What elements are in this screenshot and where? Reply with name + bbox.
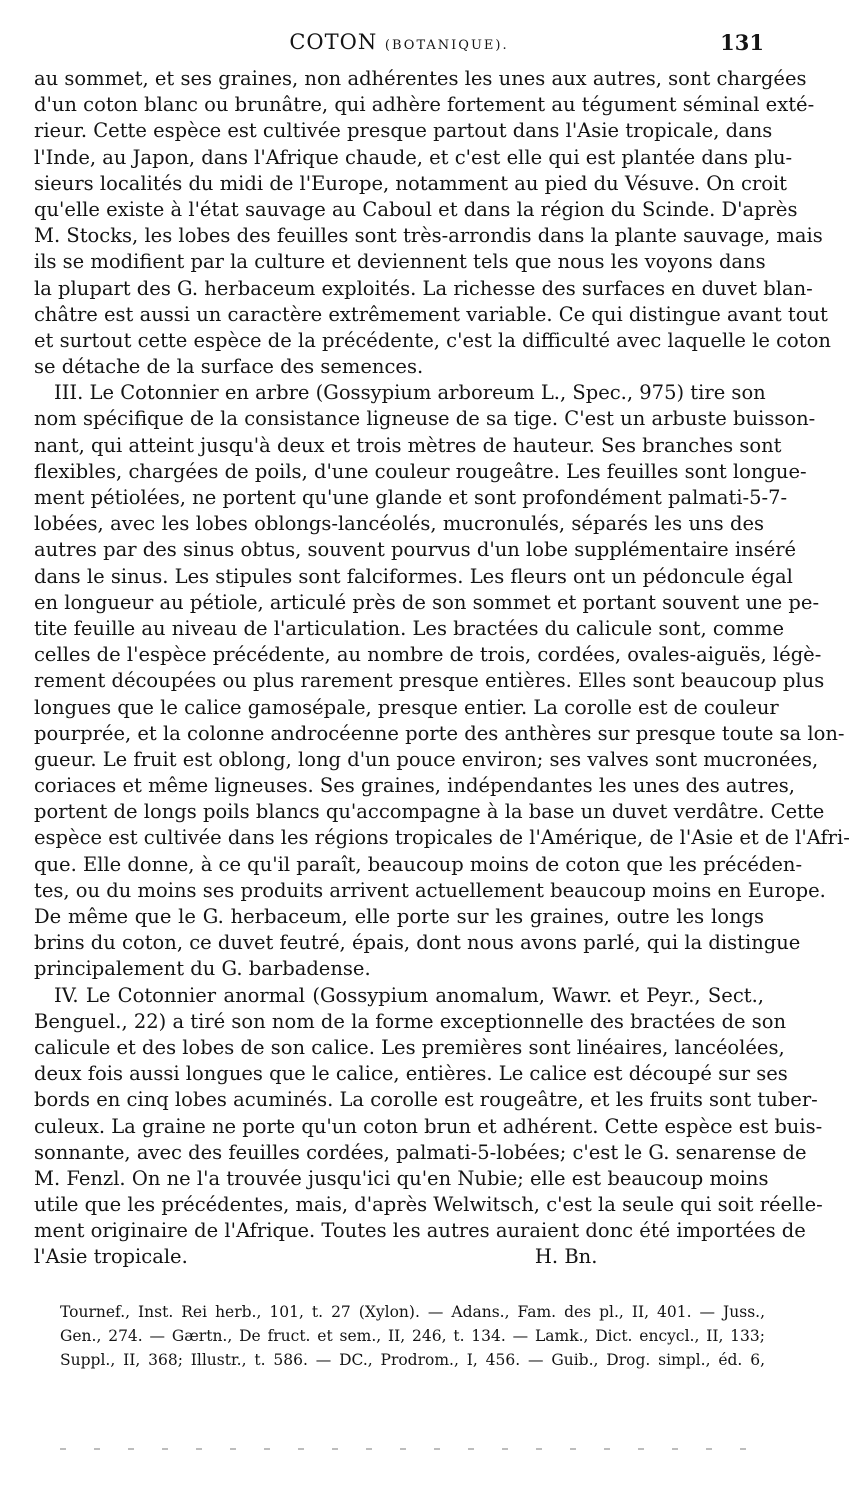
reference-line: Tournef., Inst. Rei herb., 101, t. 27 (Xylon). — Adans., Fam. des pl., II, 401. — Juss., xyxy=(60,1303,765,1321)
body-text xyxy=(34,66,850,1271)
text-line: qu'elle existe à l'état sauvage au Caboul et dans la région du Scinde. D'après xyxy=(34,197,798,221)
section-IV-start: IV. Le Cotonnier anormal (Gossypium anomalum, Wawr. et Peyr., Sect., xyxy=(54,983,764,1007)
bibliographic-references xyxy=(60,1300,765,1372)
text-line: dans le sinus. Les stipules sont falciformes. Les fleurs ont un pédoncule égal xyxy=(34,564,793,588)
text-line: autres par des sinus obtus, souvent pourvus d'un lobe supplémentaire inséré xyxy=(34,538,797,562)
text-line: et surtout cette espèce de la précédente, c'est la difficulté avec laquelle le coton xyxy=(34,328,831,352)
text-line: lobées, avec les lobes oblongs-lancéolés, mucronulés, séparés les uns des xyxy=(34,512,764,536)
text-line-signed: l'Asie tropicale. H. Bn. xyxy=(34,1245,598,1269)
text-line: portent de longs poils blancs qu'accompagne à la base un duvet verdâtre. Cette xyxy=(34,800,825,824)
text-line: la plupart des G. herbaceum exploités. La richesse des surfaces en duvet blan- xyxy=(34,276,813,300)
text-line: M. Stocks, les lobes des feuilles sont très-arrondis dans la plante sauvage, mais xyxy=(34,224,823,248)
text-line: nant, qui atteint jusqu'à deux et trois mètres de hauteur. Ses branches sont xyxy=(34,433,782,457)
text-line: deux fois aussi longues que le calice, entières. Le calice est découpé sur ses xyxy=(34,1062,788,1086)
text-line: culeux. La graine ne porte qu'un coton brun et adhérent. Cette espèce est buis- xyxy=(34,1114,823,1138)
text-line: au sommet, et ses graines, non adhérentes les unes aux autres, sont chargées xyxy=(34,67,807,90)
text-line: ils se modifient par la culture et deviennent tels que nous les voyons dans xyxy=(34,250,766,274)
text-line: l'Inde, au Japon, dans l'Afrique chaude, et c'est elle qui est plantée dans plu- xyxy=(34,145,793,169)
text-line: utile que les précédentes, mais, d'après Welwitsch, c'est la seule qui soit réelle- xyxy=(34,1193,823,1217)
text-line: espèce est cultivée dans les régions tropicales de l'Amérique, de l'Asie et de l'Afri- xyxy=(34,826,850,850)
reference-line: Suppl., II, 368; Illustr., t. 586. — DC., Prodrom., I, 456. — Guib., Drog. simpl., éd. 6, xyxy=(60,1351,765,1369)
text-line: tes, ou du moins ses produits arrivent actuellement beaucoup moins en Europe. xyxy=(34,878,826,902)
text-line: d'un coton blanc ou brunâtre, qui adhère fortement au tégument séminal exté- xyxy=(34,93,815,117)
text-line: nom spécifique de la consistance ligneuse de sa tige. C'est un arbuste buisson- xyxy=(34,407,816,431)
text-line: bords en cinq lobes acuminés. La corolle est rougeâtre, et les fruits sont tuber- xyxy=(34,1088,818,1112)
running-title-main: COTON xyxy=(289,30,385,54)
text-line: longues que le calice gamosépale, presque entier. La corolle est de couleur xyxy=(34,695,779,719)
text-line: celles de l'espèce précédente, au nombre de trois, cordées, ovales-aiguës, légè- xyxy=(34,643,822,667)
text-line: Benguel., 22) a tiré son nom de la forme exceptionnelle des bractées de son xyxy=(34,1009,787,1033)
bleed-through-artifact xyxy=(60,1448,760,1450)
text-line: brins du coton, ce duvet feutré, épais, dont nous avons parlé, qui la distingue xyxy=(34,931,801,955)
text-line: en longueur au pétiole, articulé près de son sommet et portant souvent une pe- xyxy=(34,590,820,614)
text-line: tite feuille au niveau de l'articulation. Les bractées du calicule sont, comme xyxy=(34,616,785,640)
text-line: châtre est aussi un caractère extrêmement variable. Ce qui distingue avant tout xyxy=(34,302,828,326)
text-line: De même que le G. herbaceum, elle porte sur les graines, outre les longs xyxy=(34,905,764,928)
page-number: 131 xyxy=(720,30,764,55)
text-line: flexibles, chargées de poils, d'une couleur rougeâtre. Les feuilles sont longue- xyxy=(34,459,807,483)
running-title-small-caps: (BOTANIQUE). xyxy=(384,38,509,53)
page-header xyxy=(34,30,764,60)
text-line: que. Elle donne, à ce qu'il paraît, beaucoup moins de coton que les précéden- xyxy=(34,852,803,876)
text-line: sonnante, avec des feuilles cordées, palmati-5-lobées; c'est le G. senarense de xyxy=(34,1140,807,1164)
running-title xyxy=(34,30,764,54)
reference-line: Gen., 274. — Gærtn., De fruct. et sem., II, 246, t. 134. — Lamk., Dict. encycl., II, 133; xyxy=(60,1327,765,1345)
text-line: sieurs localités du midi de l'Europe, notamment au pied du Vésuve. On croit xyxy=(34,171,788,195)
text-line: coriaces et même ligneuses. Ses graines, indépendantes les unes des autres, xyxy=(34,774,795,798)
text-line: M. Fenzl. On ne l'a trouvée jusqu'ici qu'en Nubie; elle est beaucoup moins xyxy=(34,1166,769,1190)
text-line: calicule et des lobes de son calice. Les premières sont linéaires, lancéolées, xyxy=(34,1035,785,1059)
text-line: gueur. Le fruit est oblong, long d'un pouce environ; ses valves sont mucronées, xyxy=(34,747,819,771)
text-line: rement découpées ou plus rarement presque entières. Elles sont beaucoup plus xyxy=(34,669,825,693)
text-line: ment pétiolées, ne portent qu'une glande et sont profondément palmati-5-7- xyxy=(34,486,788,509)
text-line: principalement du G. barbadense. xyxy=(34,957,371,981)
text-line: pourprée, et la colonne androcéenne porte des anthères sur presque toute sa lon- xyxy=(34,721,845,745)
text-line: se détache de la surface des semences. xyxy=(34,355,424,379)
text-line: ment originaire de l'Afrique. Toutes les autres auraient donc été importées de xyxy=(34,1219,806,1243)
section-III-start: III. Le Cotonnier en arbre (Gossypium arboreum L., Spec., 975) tire son xyxy=(54,381,766,405)
text-line: rieur. Cette espèce est cultivée presque partout dans l'Asie tropicale, dans xyxy=(34,119,773,143)
